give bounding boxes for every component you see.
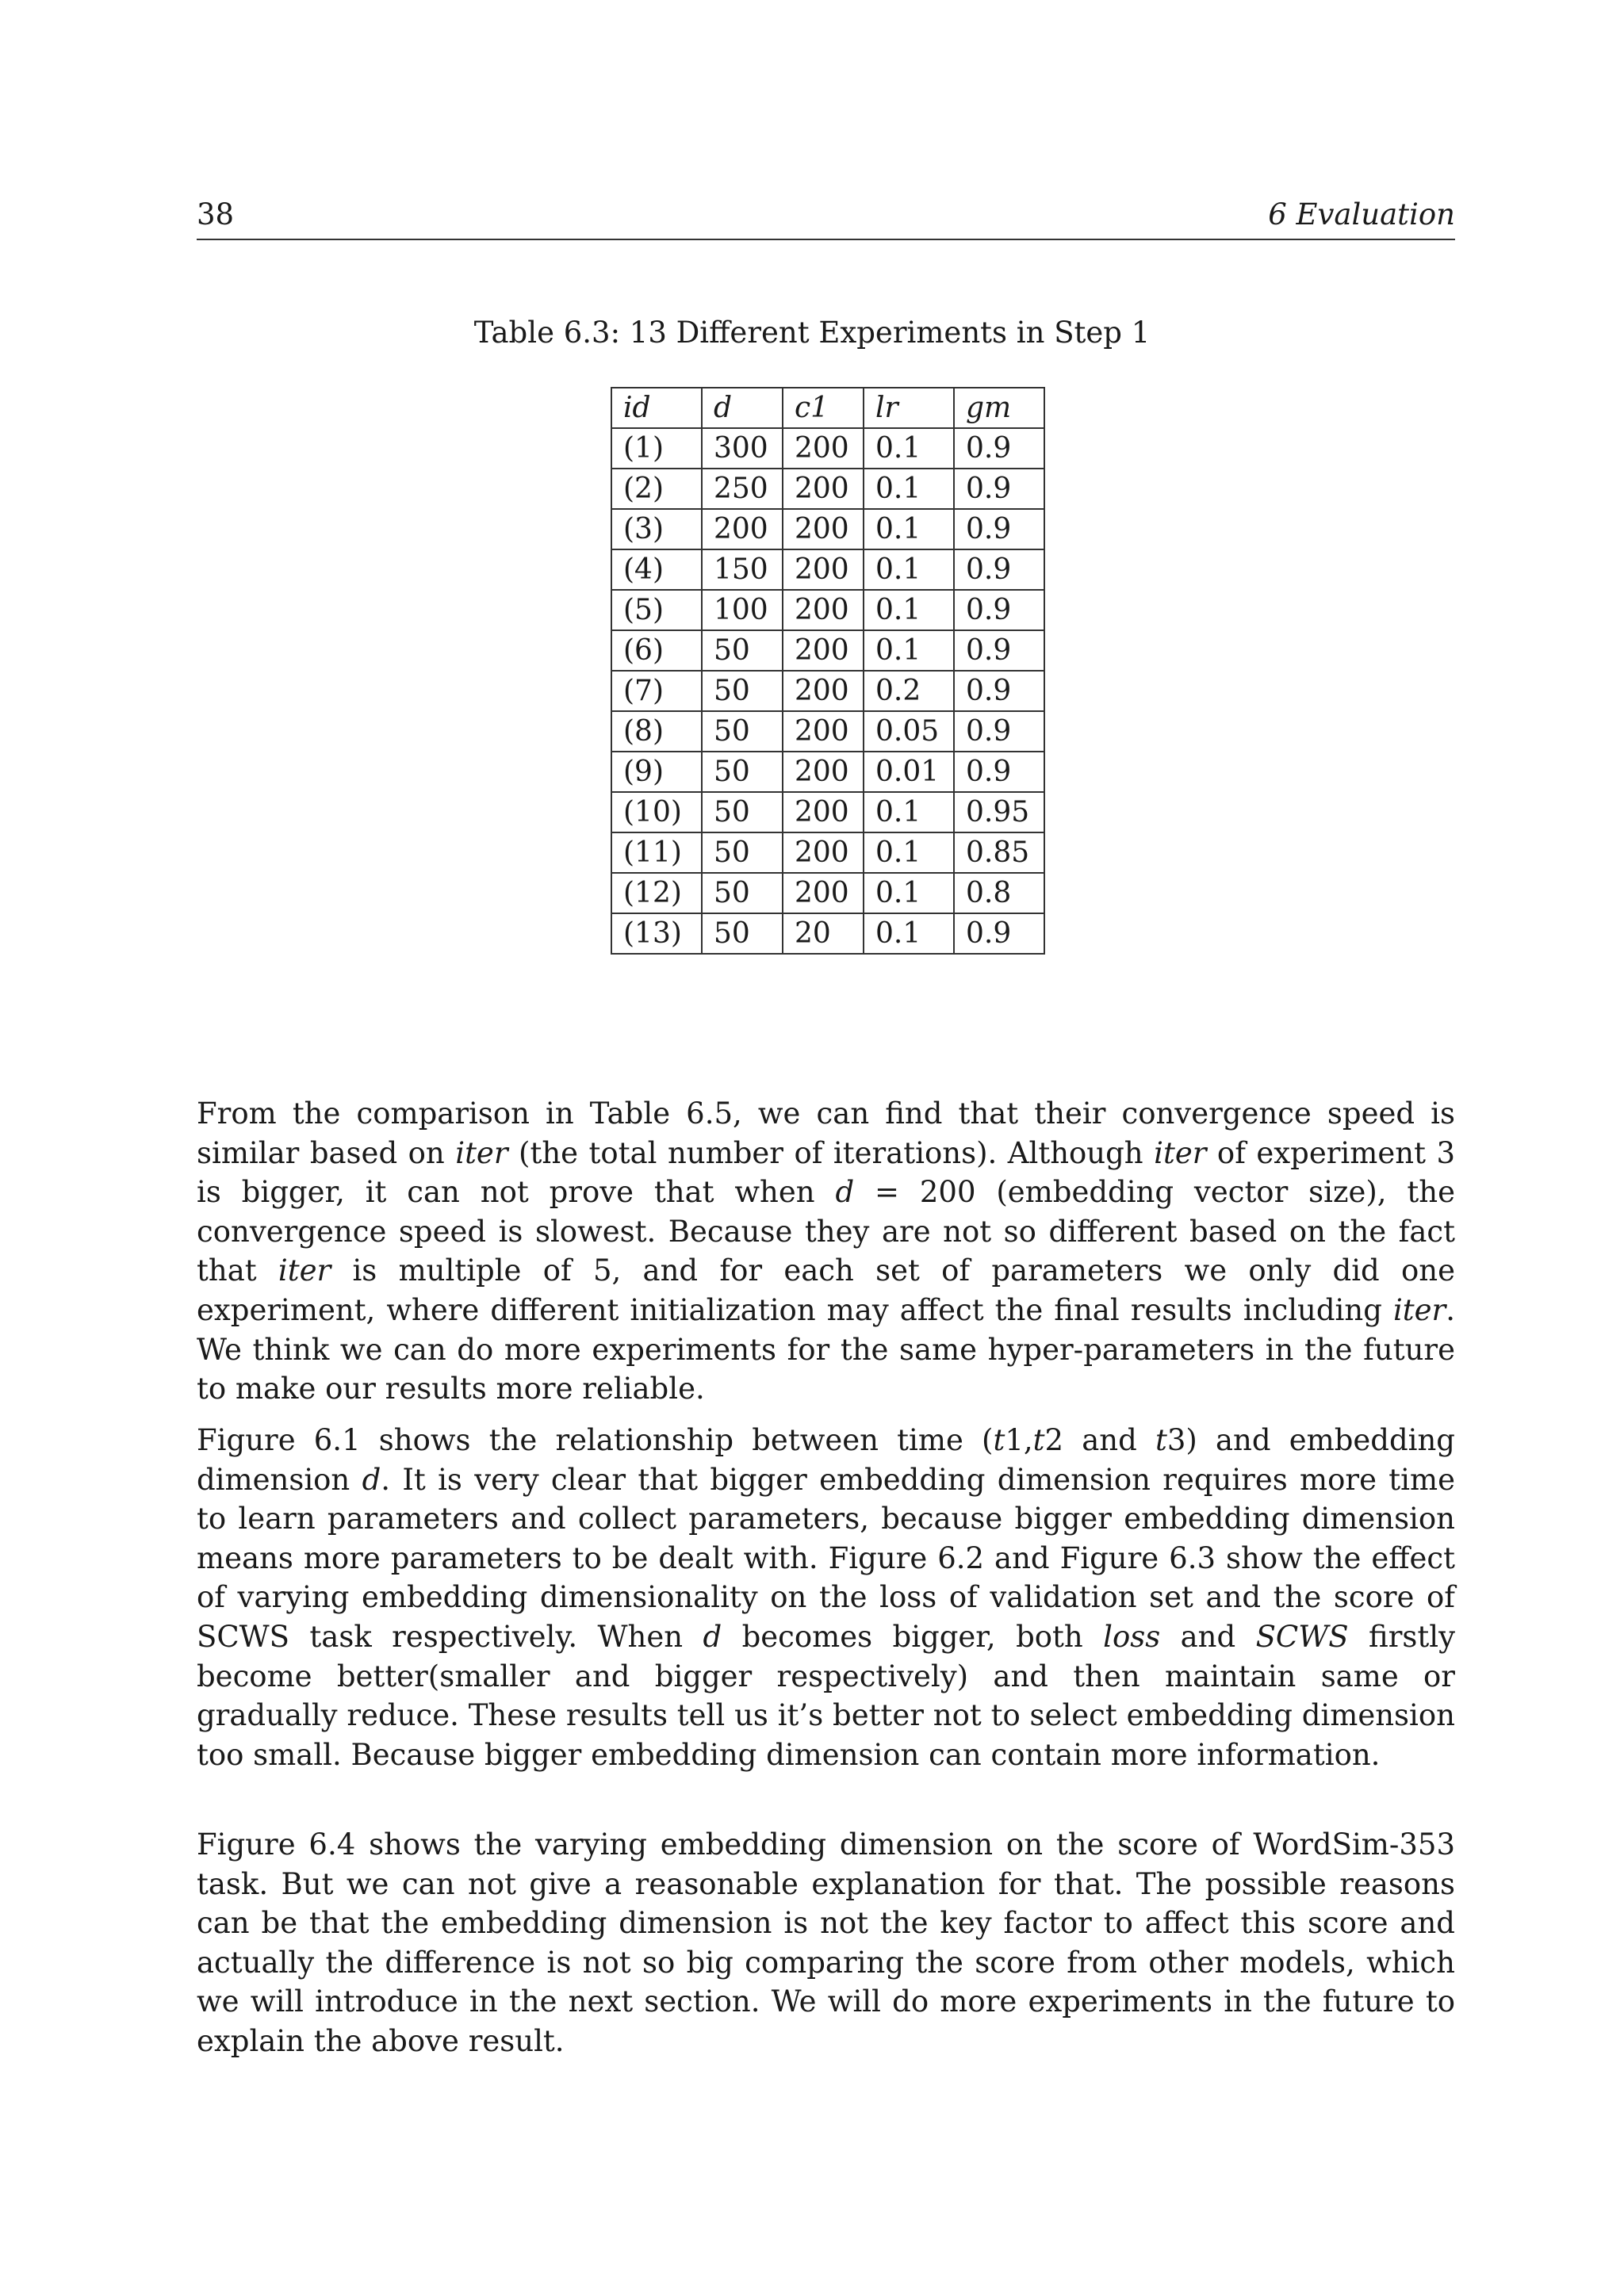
cell-gm: 0.9	[954, 711, 1044, 752]
cell-d: 300	[702, 428, 783, 469]
cell-lr: 0.1	[864, 549, 954, 590]
cell-d: 50	[702, 792, 783, 832]
text-run: From the comparison in Table 6.5, we can find that their convergence speed is similar based on	[197, 1096, 1455, 1170]
cell-lr: 0.1	[864, 590, 954, 630]
cell-d: 50	[702, 711, 783, 752]
cell-lr: 0.01	[864, 752, 954, 792]
table-row	[611, 752, 1044, 792]
cell-lr: 0.1	[864, 913, 954, 954]
table-row	[611, 792, 1044, 832]
table-header-row	[611, 388, 1044, 428]
column-header-lr: lr	[864, 388, 954, 428]
cell-lr: 0.1	[864, 832, 954, 873]
cell-c1: 200	[783, 630, 864, 671]
cell-gm: 0.85	[954, 832, 1044, 873]
cell-gm: 0.9	[954, 509, 1044, 549]
cell-d: 50	[702, 752, 783, 792]
cell-id: (10)	[611, 792, 702, 832]
cell-c1: 200	[783, 671, 864, 711]
cell-id: (11)	[611, 832, 702, 873]
text-run: Figure 6.1 shows the relationship between time (	[197, 1423, 994, 1457]
column-header-id: id	[611, 388, 702, 428]
cell-c1: 200	[783, 549, 864, 590]
math-var: iter	[1154, 1135, 1207, 1170]
cell-gm: 0.9	[954, 913, 1044, 954]
cell-id: (1)	[611, 428, 702, 469]
cell-c1: 200	[783, 428, 864, 469]
math-var: SCWS	[1255, 1619, 1349, 1654]
math-var: iter	[455, 1135, 508, 1170]
cell-d: 50	[702, 913, 783, 954]
math-var: loss	[1103, 1619, 1161, 1654]
column-header-c1: c1	[783, 388, 864, 428]
cell-id: (7)	[611, 671, 702, 711]
cell-c1: 20	[783, 913, 864, 954]
page-number: 38	[197, 197, 235, 232]
cell-gm: 0.8	[954, 873, 1044, 913]
cell-c1: 200	[783, 832, 864, 873]
table-row	[611, 671, 1044, 711]
cell-d: 50	[702, 671, 783, 711]
cell-id: (13)	[611, 913, 702, 954]
text-run: . We think we can do more experiments for the same hyper-parameters in the future to make our results more reliable.	[197, 1292, 1455, 1406]
table-row	[611, 509, 1044, 549]
column-header-gm: gm	[954, 388, 1044, 428]
cell-c1: 200	[783, 752, 864, 792]
math-var: t	[1032, 1423, 1045, 1457]
cell-lr: 0.1	[864, 428, 954, 469]
math-var: d	[362, 1462, 381, 1497]
experiments-table	[611, 387, 1045, 955]
cell-c1: 200	[783, 469, 864, 509]
table-row	[611, 711, 1044, 752]
paragraph-convergence	[197, 1094, 1455, 1409]
cell-d: 50	[702, 873, 783, 913]
cell-gm: 0.9	[954, 469, 1044, 509]
text-run: firstly become better(smaller and bigger respectively) and then maintain same or gradually reduce. These results tell us it’s better not to select embedding dimension too small. Because bigger embedding dimension can contain more information.	[197, 1619, 1455, 1772]
cell-d: 200	[702, 509, 783, 549]
math-var: iter	[1392, 1292, 1446, 1327]
cell-gm: 0.9	[954, 590, 1044, 630]
cell-id: (6)	[611, 630, 702, 671]
text-run: 2 and	[1044, 1423, 1155, 1457]
math-var: t	[993, 1423, 1005, 1457]
cell-lr: 0.1	[864, 509, 954, 549]
cell-lr: 0.1	[864, 792, 954, 832]
table-row	[611, 630, 1044, 671]
text-run: and	[1160, 1619, 1256, 1654]
table-row	[611, 873, 1044, 913]
cell-gm: 0.9	[954, 752, 1044, 792]
cell-lr: 0.1	[864, 469, 954, 509]
text-run: of experiment 3 is bigger, it can not prove that when	[197, 1135, 1455, 1210]
cell-c1: 200	[783, 711, 864, 752]
text-run: becomes bigger, both	[722, 1619, 1104, 1654]
table-row	[611, 913, 1044, 954]
table-caption: Table 6.3: 13 Different Experiments in Step 1	[473, 316, 1151, 350]
cell-c1: 200	[783, 873, 864, 913]
table-row	[611, 549, 1044, 590]
text-run: is multiple of 5, and for each set of parameters we only did one experiment, where different initialization may affect the final results including	[197, 1253, 1455, 1327]
text-run: 3) and embedding dimension	[197, 1423, 1455, 1497]
cell-id: (9)	[611, 752, 702, 792]
table-row	[611, 428, 1044, 469]
cell-gm: 0.9	[954, 428, 1044, 469]
math-var: d	[835, 1175, 855, 1210]
cell-lr: 0.2	[864, 671, 954, 711]
text-run: . It is very clear that bigger embedding dimension requires more time to learn parameters and collect parameters, because bigger embedding dimension means more parameters to be dealt with. Figure 6.2 and Figure 6.3 show the effect of varying embedding dimensionality on the loss of validation set and the score of SCWS task respectively. When	[197, 1462, 1455, 1654]
cell-lr: 0.05	[864, 711, 954, 752]
cell-d: 50	[702, 630, 783, 671]
text-run: 1,	[1005, 1423, 1033, 1457]
paragraph-embedding-dimension	[197, 1421, 1455, 1774]
cell-id: (8)	[611, 711, 702, 752]
cell-id: (5)	[611, 590, 702, 630]
table-row	[611, 469, 1044, 509]
column-header-d: d	[702, 388, 783, 428]
table-row	[611, 832, 1044, 873]
cell-lr: 0.1	[864, 873, 954, 913]
table-row	[611, 590, 1044, 630]
cell-d: 250	[702, 469, 783, 509]
cell-d: 150	[702, 549, 783, 590]
math-var: d	[703, 1619, 722, 1654]
cell-id: (4)	[611, 549, 702, 590]
cell-id: (2)	[611, 469, 702, 509]
paragraph-wordsim: Figure 6.4 shows the varying embedding dimension on the score of WordSim-353 task. But we can not give a reasonable explanation for that. The possible reasons can be that the embedding dimension is not the key factor to affect this score and actually the difference is not so big comparing the score from other models, which we will introduce in the next section. We will do more experiments in the future to explain the above result.	[197, 1827, 1455, 2058]
cell-gm: 0.95	[954, 792, 1044, 832]
cell-id: (3)	[611, 509, 702, 549]
math-var: iter	[278, 1253, 331, 1288]
page-header	[197, 194, 1455, 240]
cell-c1: 200	[783, 792, 864, 832]
chapter-title: 6 Evaluation	[1268, 197, 1455, 232]
text-run: = 200 (embedding vector size), the convergence speed is slowest. Because they are not so different based on the fact that	[197, 1175, 1455, 1288]
cell-id: (12)	[611, 873, 702, 913]
cell-d: 100	[702, 590, 783, 630]
math-var: t	[1155, 1423, 1167, 1457]
cell-gm: 0.9	[954, 671, 1044, 711]
cell-c1: 200	[783, 509, 864, 549]
text-run: (the total number of iterations). Although	[508, 1135, 1155, 1170]
cell-c1: 200	[783, 590, 864, 630]
cell-gm: 0.9	[954, 630, 1044, 671]
cell-d: 50	[702, 832, 783, 873]
cell-gm: 0.9	[954, 549, 1044, 590]
cell-lr: 0.1	[864, 630, 954, 671]
